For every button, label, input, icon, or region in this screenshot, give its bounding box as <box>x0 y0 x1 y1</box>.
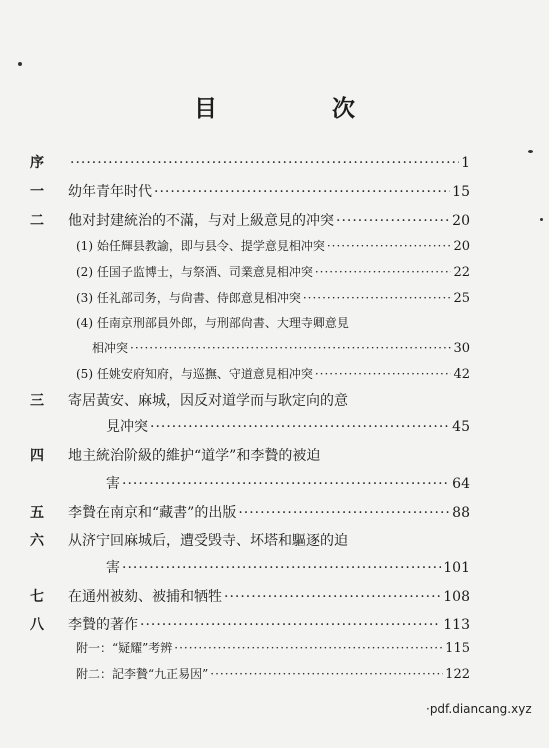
toc-entry <box>30 390 470 410</box>
dot-leader <box>210 667 443 681</box>
dot-leader <box>238 505 450 521</box>
toc-page-number: 101 <box>443 560 470 576</box>
toc-entry <box>30 530 470 550</box>
toc-entry-title: (3) 任礼部司务，与尙書、侍郎意見相冲突 <box>76 291 301 305</box>
toc-page-number: 45 <box>452 419 470 435</box>
toc-entry-title: 相冲突 <box>92 341 129 355</box>
toc-entry-title: 幼年青年时代 <box>68 184 152 200</box>
toc-entry-title: 在通州被劾、被捕和牺牲 <box>68 589 222 605</box>
dot-leader <box>174 641 443 655</box>
toc-page-number: 113 <box>443 617 470 633</box>
toc-entry-number: 三 <box>30 393 44 409</box>
toc-entry <box>30 557 470 577</box>
toc-entry-title: (5) 任姚安府知府，与巡撫、守道意見相冲突 <box>76 367 313 381</box>
toc-entry-title: 李贄的著作 <box>68 617 138 633</box>
toc-entry-title: 害 <box>106 560 120 576</box>
dot-leader <box>140 617 441 633</box>
toc-entry-number: 序 <box>30 155 44 171</box>
toc-entry <box>30 365 470 382</box>
dot-leader <box>130 341 451 355</box>
toc-entry-title: (1) 始任輝县教諭，即与县令、提学意見相冲突 <box>76 239 325 253</box>
toc-page-number: 122 <box>445 667 470 682</box>
watermark-text: ·pdf.diancang.xyz <box>426 702 532 716</box>
toc-entry-title: 見冲突 <box>106 419 148 435</box>
toc-entry-number: 一 <box>30 184 44 200</box>
dot-leader <box>303 291 452 305</box>
dot-leader <box>224 589 441 605</box>
dot-leader <box>122 476 450 492</box>
toc-entry <box>30 181 470 201</box>
toc-page-number: 88 <box>452 505 470 521</box>
dot-leader <box>122 560 441 576</box>
toc-entry <box>30 263 470 280</box>
toc-page-number: 25 <box>453 291 470 306</box>
toc-entry-title: 李贄在南京和“藏書”的出版 <box>68 505 237 521</box>
toc-entry <box>30 152 470 172</box>
toc-entry-title: 害 <box>106 476 120 492</box>
dot-leader <box>336 213 450 229</box>
dot-leader <box>154 184 450 200</box>
toc-entry-number: 七 <box>30 589 44 605</box>
dot-leader <box>327 239 452 253</box>
toc-entry <box>30 473 470 493</box>
toc-entry-number: 五 <box>30 505 44 521</box>
toc-page-number: 22 <box>453 265 470 280</box>
toc-entry <box>30 614 470 634</box>
toc-entry <box>30 502 470 522</box>
ink-speck <box>528 150 533 153</box>
toc-entry-title: (2) 任国子监博士，与祭酒、司業意見相冲突 <box>76 265 313 279</box>
toc-entry <box>30 416 470 436</box>
toc-page-number: 20 <box>453 239 470 254</box>
dot-leader <box>315 265 452 279</box>
toc-page-number: 108 <box>443 589 470 605</box>
toc-page-number: 115 <box>445 641 470 656</box>
toc-page-number: 20 <box>452 213 470 229</box>
toc-entry <box>30 339 470 356</box>
toc-entry-title: 附二：記李贄“九正易因” <box>76 667 209 681</box>
toc-entry-title: 寄居黃安、麻城，因反对道学而与耿定向的意 <box>68 393 348 409</box>
toc-entry <box>30 289 470 306</box>
toc-entry-title: 从济宁回麻城后，遭受毁寺、坏塔和驅逐的迫 <box>68 533 348 549</box>
dot-leader <box>315 367 452 381</box>
toc-page-number: 15 <box>452 184 470 200</box>
toc-entry-number: 八 <box>30 617 44 633</box>
toc-entry-title: 地主統治阶級的維护“道学”和李贄的被迫 <box>68 448 321 464</box>
toc-page-number: 42 <box>453 367 470 382</box>
toc-page-number: 30 <box>453 341 470 356</box>
toc-entry-number: 六 <box>30 533 44 549</box>
toc-entry-title: (4) 任南京刑部員外郎，与刑部尙書、大理寺卿意見 <box>76 316 349 330</box>
ink-speck <box>540 218 543 221</box>
dot-leader <box>150 419 450 435</box>
toc-entry <box>30 237 470 254</box>
toc-entry <box>30 314 470 331</box>
toc-entry <box>30 586 470 606</box>
toc-entry <box>30 639 470 656</box>
toc-page-number: 1 <box>461 155 470 171</box>
toc-entry <box>30 445 470 465</box>
toc-entry-number: 四 <box>30 448 44 464</box>
page-title: 目 次 <box>194 95 401 122</box>
toc-entry-title: 他对封建統治的不滿，与对上級意見的冲突 <box>68 213 334 229</box>
dot-leader <box>70 155 459 171</box>
toc-entry <box>30 665 470 682</box>
toc-entry-title: 附一：“疑耀”考辨 <box>76 641 173 655</box>
toc-entry <box>30 210 470 230</box>
ink-speck <box>18 62 22 66</box>
toc-page-number: 64 <box>452 476 470 492</box>
toc-entry-number: 二 <box>30 213 44 229</box>
